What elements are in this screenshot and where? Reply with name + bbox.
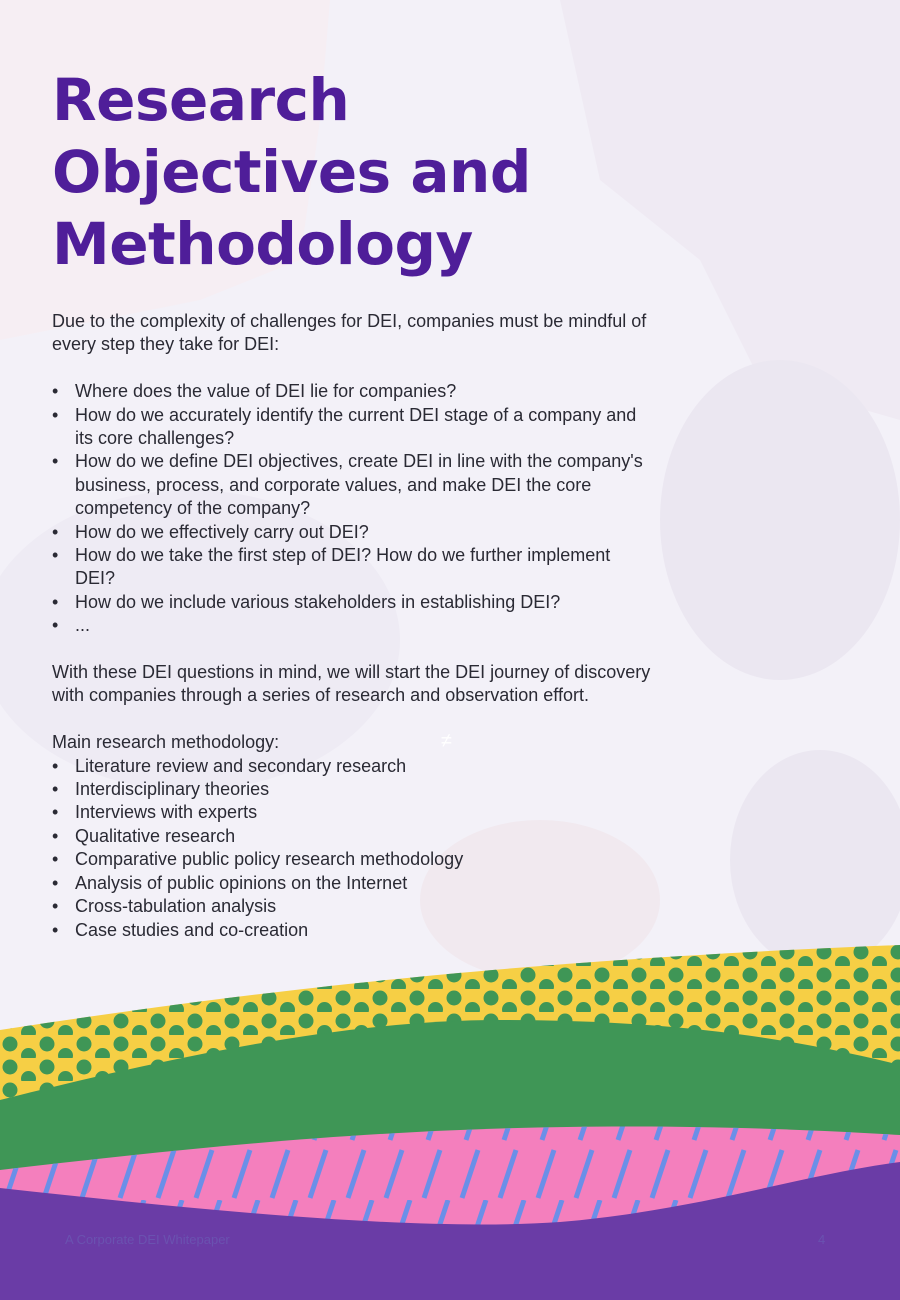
list-item: • Literature review and secondary research (52, 755, 652, 778)
list-item: • How do we include various stakeholders in establishing DEI? (52, 591, 652, 614)
main-content (52, 64, 652, 942)
list-item: • Qualitative research (52, 825, 652, 848)
list-item: • Interdisciplinary theories (52, 778, 652, 801)
footer-document-title: A Corporate DEI Whitepaper (65, 1232, 230, 1247)
intro-paragraph: Due to the complexity of challenges for DEI, companies must be mindful of every step they take for DEI: (52, 311, 647, 355)
list-item: • Where does the value of DEI lie for companies? (52, 380, 652, 403)
question-list (52, 380, 652, 637)
list-item: • How do we accurately identify the current DEI stage of a company and its core challenges? (52, 404, 652, 451)
methodology-list (52, 755, 652, 942)
list-item: • Case studies and co-creation (52, 919, 652, 942)
body-text (52, 310, 652, 942)
footer-page-number: 4 (818, 1232, 826, 1247)
list-item: • How do we take the first step of DEI? How do we further implement DEI? (52, 544, 652, 591)
list-item: • Cross-tabulation analysis (52, 895, 652, 918)
list-item: • Analysis of public opinions on the Internet (52, 872, 652, 895)
journey-paragraph: With these DEI questions in mind, we will start the DEI journey of discovery with companies through a series of research and observation effort. (52, 662, 651, 706)
list-item: • How do we define DEI objectives, create DEI in line with the company's business, process, and corporate values, and make DEI the core competency of the company? (52, 450, 652, 520)
list-item: • How do we effectively carry out DEI? (52, 521, 652, 544)
page-title: Research Objectives and Methodology (52, 66, 531, 278)
list-item: • Interviews with experts (52, 801, 652, 824)
list-item: • ... (52, 614, 652, 637)
not-equal-symbol: ≠ (441, 730, 452, 752)
list-item: • Comparative public policy research methodology (52, 848, 652, 871)
methodology-label: Main research methodology: (52, 732, 280, 753)
silhouette-shape (660, 360, 900, 680)
